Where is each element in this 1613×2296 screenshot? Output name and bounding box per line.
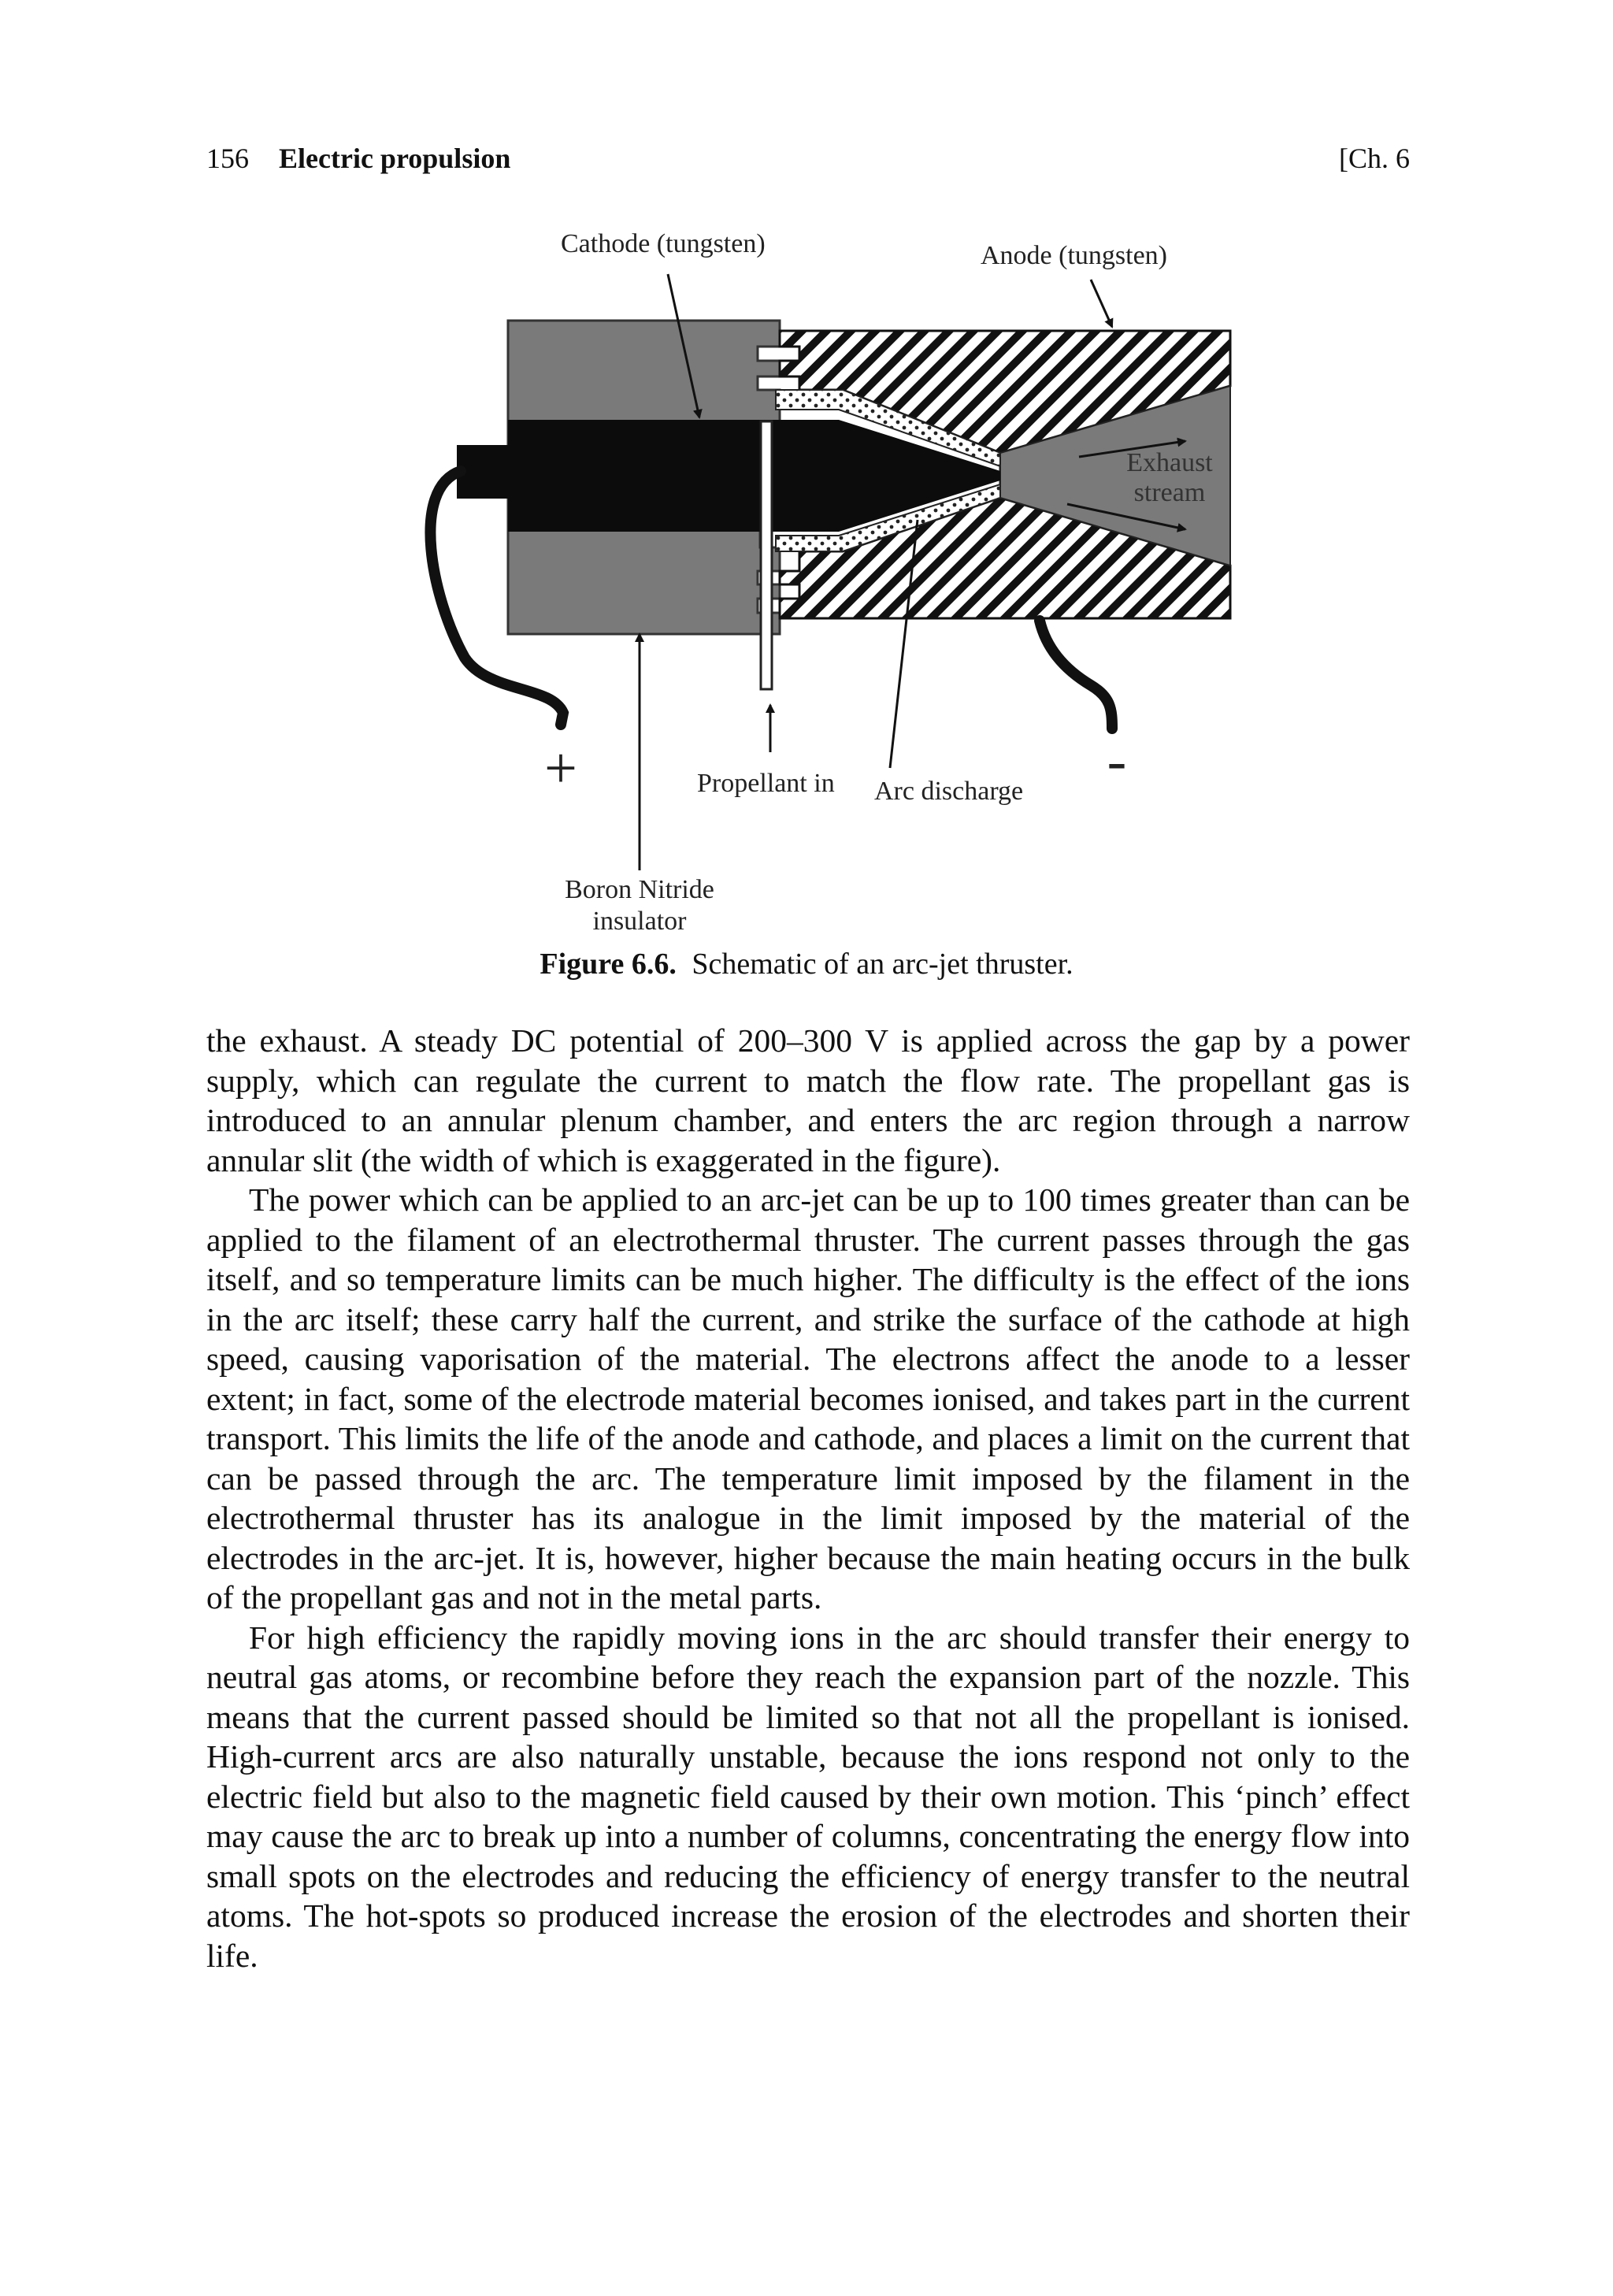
anode-label: Anode (tungsten) [981, 241, 1168, 270]
exhaust-label-2: stream [1133, 478, 1206, 507]
propellant-in-label: Propellant in [697, 769, 835, 798]
body-text [206, 1021, 1410, 1975]
arcjet-schematic [0, 0, 1613, 1008]
anode-leader [1091, 280, 1112, 327]
propellant-inlet-slit [761, 421, 772, 689]
paragraph: The power which can be applied to an arc-jet can be up to 100 times greater than can be applied to the filament of an electrothermal thruster. The current passes through the gas itself, and so temperature limits can be much higher. The difficulty is the effect of the ions in the arc itself; these carry half the current, and strike the surface of the cathode at high speed, causing vaporisation of the material. The electrons affect the anode to a lesser extent; in fact, some of the electrode material becomes ionised, and takes part in the current transport. This limits the life of the anode and cathode, and places a limit on the current that can be passed through the arc. The temperature limit imposed by the filament in the electrothermal thruster has its analogue in the limit imposed by the material of the electrodes in the arc-jet. It is, however, higher because the main heating occurs in the bulk of the propellant gas and not in the metal parts. [206, 1181, 1410, 1615]
cathode-label: Cathode (tungsten) [561, 229, 766, 258]
insulator-label-2: insulator [592, 907, 687, 936]
positive-terminal-label: + [544, 736, 577, 801]
figure-caption-text: Schematic of an arc-jet thruster. [692, 948, 1073, 981]
paragraph: For high efficiency the rapidly moving ions in the arc should transfer their energy to neutral gas atoms, or recombine before they reach the expansion part of the nozzle. This means that the current passed should be limited so that not all the propellant is ionised. High-current arcs are also naturally unstable, because the ions respond not only to the electric field but also to the magnetic field caused by their own motion. This ‘pinch’ effect may cause the arc to break up into a number of columns, concentrating the energy flow into small spots on the electrodes and reducing the efficiency of energy transfer to the neutral atoms. The hot-spots so produced increase the erosion of the electrodes and shorten their life. [206, 1619, 1410, 1974]
arc-discharge-label: Arc discharge [874, 777, 1024, 806]
figure-caption [0, 947, 1613, 981]
chapter-label: [Ch. 6 [1339, 143, 1410, 174]
running-title: Electric propulsion [279, 143, 511, 174]
figure-number: Figure 6.6. [540, 948, 677, 981]
negative-cable [1040, 621, 1112, 729]
exhaust-label: Exhaust [1126, 448, 1213, 477]
negative-terminal-label: - [1107, 729, 1127, 793]
paragraph: the exhaust. A steady DC potential of 200–300 V is applied across the gap by a power supply, which can regulate the current to match the flow rate. The propellant gas is introduced to an annular plenum chamber, and enters the arc region through a narrow annular slit (the width of which is exaggerated in the figure). [206, 1022, 1410, 1178]
insulator-label: Boron Nitride [565, 875, 714, 904]
page-number: 156 [206, 143, 249, 174]
